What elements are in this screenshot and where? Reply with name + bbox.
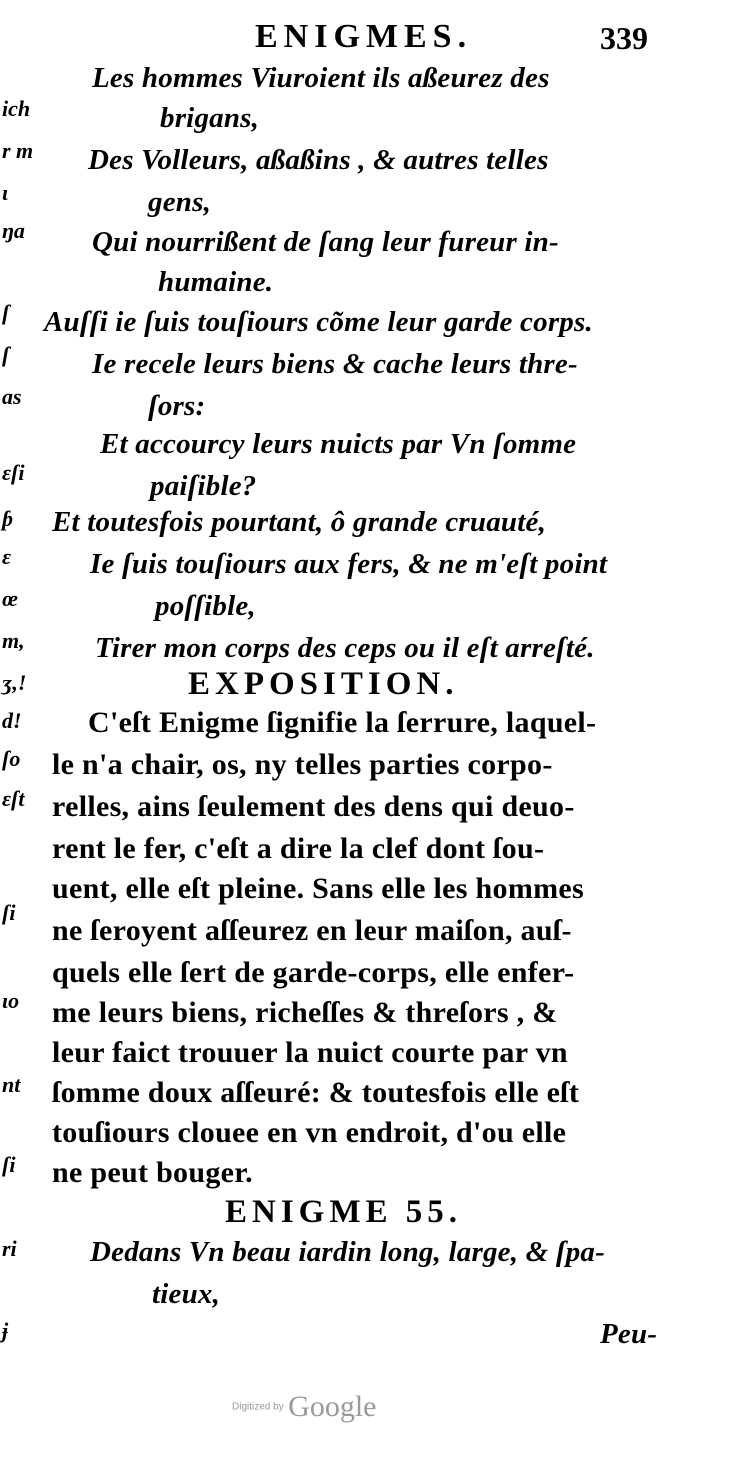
prose-line: C'eſt Enigme ſignifie la ſerrure, laquel- bbox=[88, 706, 597, 739]
margin-fragment: ich bbox=[2, 96, 31, 121]
prose-line: ne peut bouger. bbox=[52, 1156, 253, 1189]
verse-line: Les hommes Viuroient ils aßeurez des bbox=[92, 62, 550, 94]
margin-fragment: ɛſi bbox=[2, 460, 25, 485]
page-number: 339 bbox=[600, 20, 648, 56]
prose-line: uent, elle eſt pleine. Sans elle les hommes bbox=[52, 872, 585, 905]
catchword: Peu- bbox=[600, 1318, 658, 1350]
margin-fragment: ɩ bbox=[2, 180, 9, 205]
prose-line: le n'a chair, os, ny telles parties corpo- bbox=[52, 748, 553, 781]
verse-line: Tirer mon corps des ceps ou il eſt arreſté. bbox=[95, 632, 595, 664]
prose-line: touſiours clouee en vn endroit, d'ou elle bbox=[52, 1116, 567, 1149]
prose-line: me leurs biens, richeſſes & threſors , & bbox=[52, 996, 558, 1029]
verse-line: Ie recele leurs biens & cache leurs thre- bbox=[92, 348, 578, 380]
prose-line: leur faict trouuer la nuict courte par vn bbox=[52, 1036, 568, 1069]
margin-fragment: ſ bbox=[2, 342, 10, 367]
margin-fragment: ƥ bbox=[2, 506, 13, 531]
verse-line: Des Volleurs, aßaßins , & autres telles bbox=[88, 144, 549, 176]
section-heading: EXPOSITION. bbox=[188, 666, 459, 702]
margin-fragment: ɛſt bbox=[2, 786, 25, 811]
margin-fragment: ʒ,! bbox=[2, 670, 27, 695]
verse-line: Ie ſuis touſiours aux fers, & ne m'eſt point bbox=[90, 548, 608, 580]
verse-line: gens, bbox=[148, 186, 212, 218]
verse-line: ſors: bbox=[148, 390, 206, 422]
verse-line: humaine. bbox=[158, 266, 274, 298]
verse-line: Auſſi ie ſuis touſiours cõme leur garde corps. bbox=[44, 306, 593, 338]
watermark-small-text: Digitized by bbox=[232, 1401, 284, 1413]
prose-line: relles, ains ſeulement des dens qui deuo- bbox=[52, 790, 575, 823]
margin-fragment: ri bbox=[2, 1236, 17, 1261]
watermark-logo-text: Google bbox=[288, 1390, 377, 1423]
margin-fragment: ſ bbox=[2, 300, 10, 325]
verse-line: poſſible, bbox=[155, 590, 256, 622]
margin-fragment: ſo bbox=[2, 746, 21, 771]
verse-line: tieux, bbox=[152, 1278, 221, 1310]
verse-line: Et accourcy leurs nuicts par Vn ſomme bbox=[100, 428, 577, 460]
verse-line: paiſible? bbox=[150, 470, 257, 502]
margin-fragment: nt bbox=[2, 1072, 21, 1097]
margin-fragment: m, bbox=[2, 628, 25, 653]
digitization-watermark bbox=[232, 1390, 376, 1424]
prose-line: rent le fer, c'eſt a dire la clef dont ſou- bbox=[52, 832, 545, 865]
prose-line: ne ſeroyent aſſeurez en leur maiſon, auſ- bbox=[52, 914, 572, 947]
margin-fragment: d! bbox=[2, 708, 22, 733]
section-heading: ENIGME 55. bbox=[225, 1194, 463, 1230]
margin-fragment: œ bbox=[2, 586, 18, 611]
margin-fragment: ɉ bbox=[2, 1318, 9, 1343]
page-header bbox=[0, 18, 748, 58]
margin-fragment: as bbox=[2, 384, 22, 409]
margin-fragment: ſi bbox=[2, 900, 16, 925]
verse-line: Dedans Vn beau iardin long, large, & ſpa- bbox=[90, 1236, 605, 1268]
verse-line: brigans, bbox=[160, 102, 260, 134]
prose-line: ſomme doux aſſeuré: & toutesfois elle eſt bbox=[52, 1076, 580, 1109]
verse-line: Qui nourrißent de ſang leur fureur in- bbox=[92, 226, 559, 258]
margin-fragment: ſi bbox=[2, 1152, 16, 1177]
margin-fragment: ɛ bbox=[2, 544, 12, 569]
prose-line: quels elle ſert de garde-corps, elle enfer- bbox=[52, 956, 575, 989]
margin-fragment: ɩo bbox=[2, 988, 20, 1013]
verse-line: Et toutesfois pourtant, ô grande cruauté, bbox=[52, 506, 547, 538]
margin-fragment: r m bbox=[2, 138, 34, 163]
margin-fragment: ŋa bbox=[2, 218, 25, 243]
running-head: ENIGMES. bbox=[255, 18, 473, 55]
left-margin-bleed bbox=[0, 0, 40, 1400]
